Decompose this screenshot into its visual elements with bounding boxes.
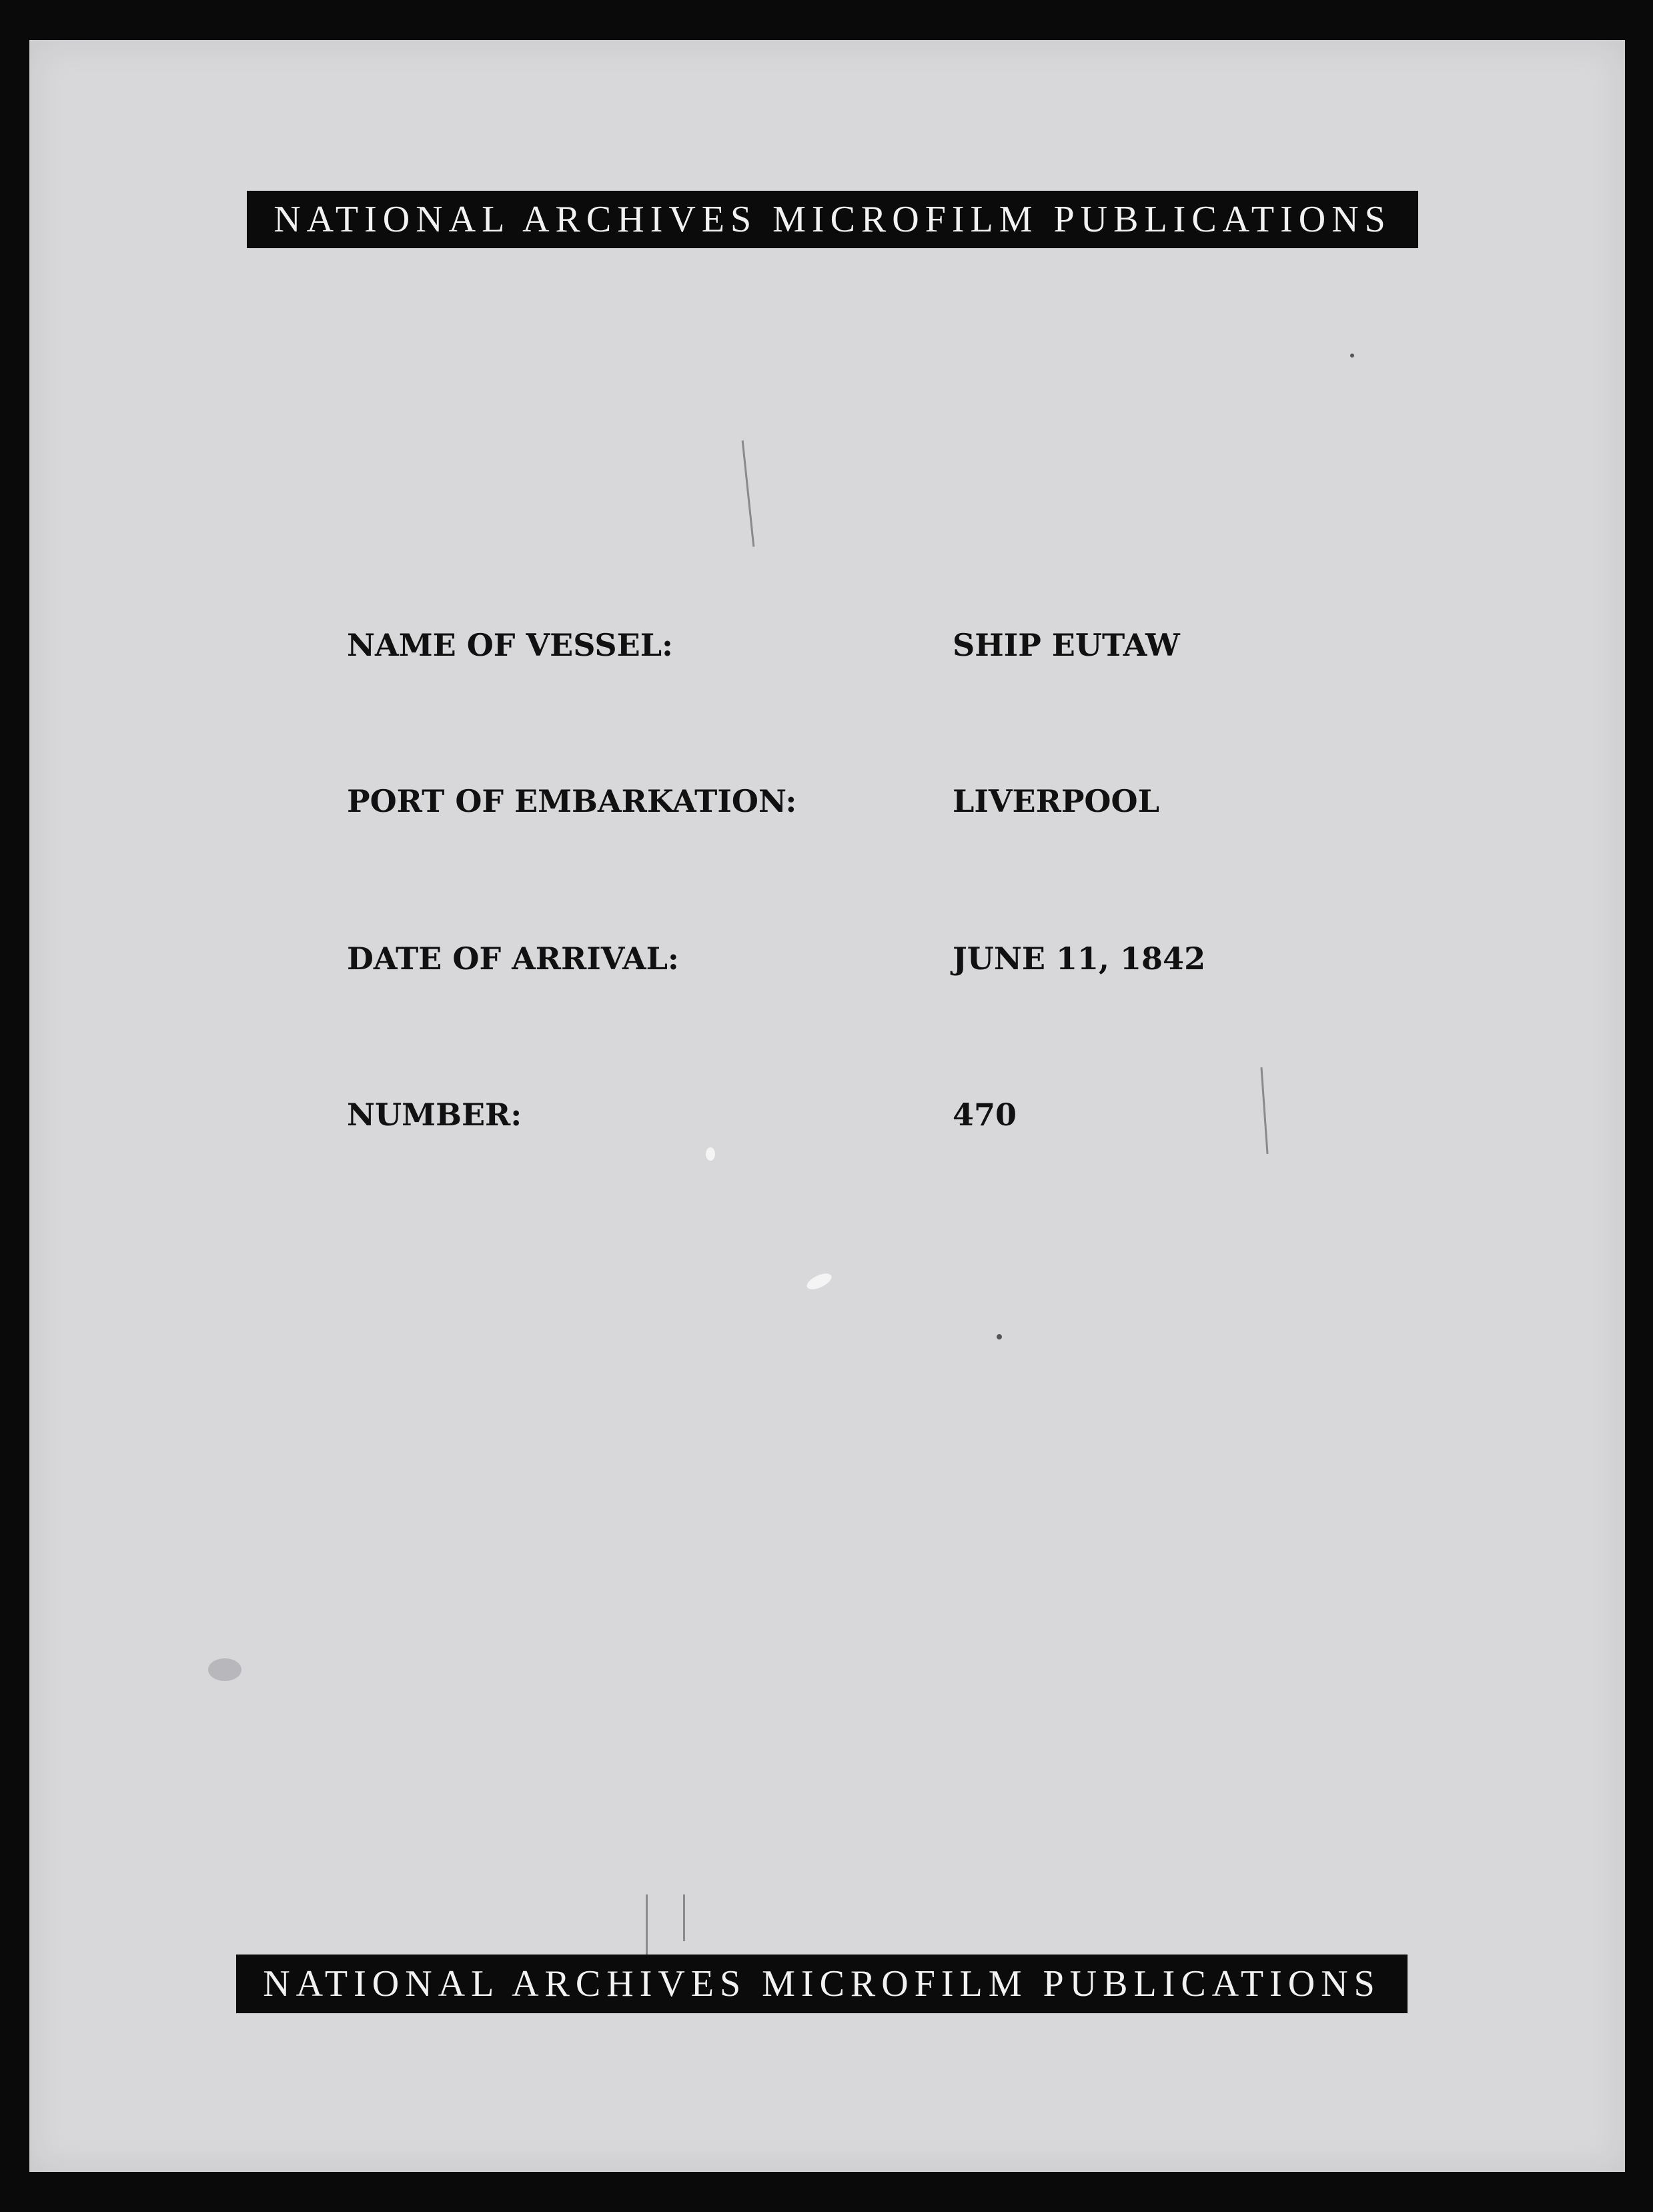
film-speck xyxy=(706,1147,715,1161)
date-of-arrival-label: DATE OF ARRIVAL: xyxy=(347,941,679,977)
film-speck xyxy=(208,1658,241,1681)
vessel-name-label: NAME OF VESSEL: xyxy=(347,627,674,663)
vessel-name-value: SHIP EUTAW xyxy=(953,627,1180,663)
number-value: 470 xyxy=(953,1097,1017,1133)
number-label: NUMBER: xyxy=(347,1097,522,1133)
film-speck xyxy=(804,1270,834,1292)
footer-banner: NATIONAL ARCHIVES MICROFILM PUBLICATIONS xyxy=(236,1955,1408,2013)
microfilm-target-sheet xyxy=(29,40,1625,2172)
film-scratch xyxy=(646,1894,648,1955)
film-scratch xyxy=(683,1894,685,1941)
header-banner: NATIONAL ARCHIVES MICROFILM PUBLICATIONS xyxy=(247,191,1418,248)
date-of-arrival-value: JUNE 11, 1842 xyxy=(953,941,1206,977)
film-speck xyxy=(1350,354,1354,358)
film-scratch xyxy=(1260,1067,1268,1154)
film-speck xyxy=(997,1334,1002,1339)
port-of-embarkation-value: LIVERPOOL xyxy=(953,783,1159,819)
film-scratch xyxy=(742,440,755,546)
port-of-embarkation-label: PORT OF EMBARKATION: xyxy=(347,783,797,819)
